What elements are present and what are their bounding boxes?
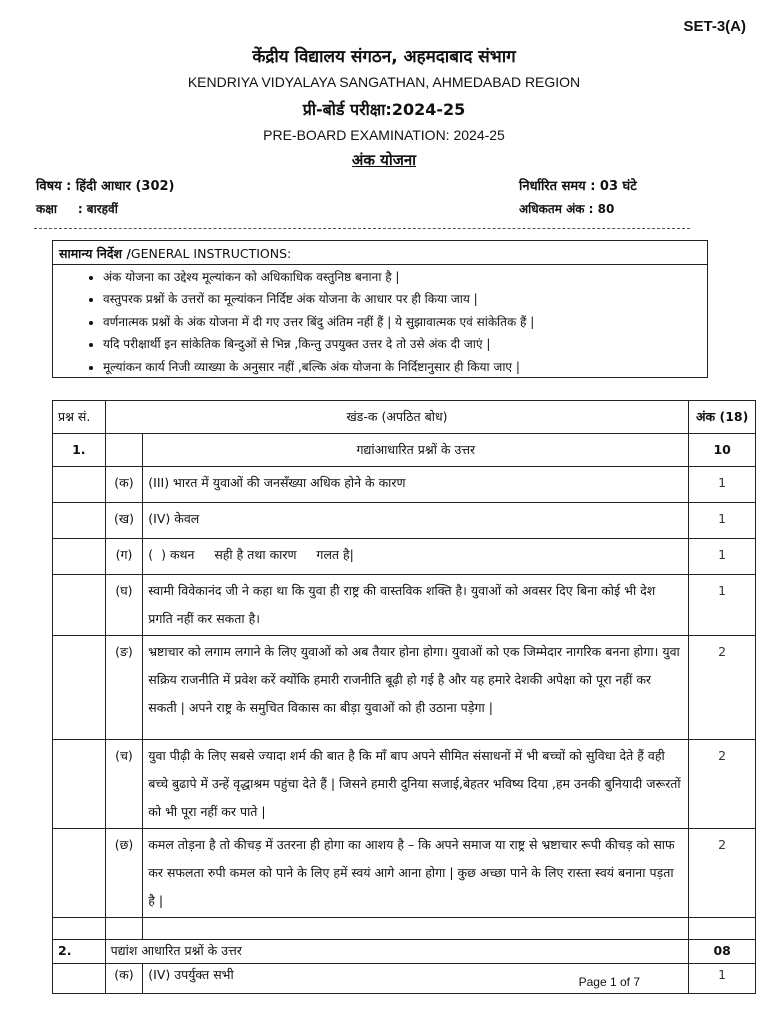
sub-question-label: (ग) <box>105 539 143 575</box>
question-number: 1. <box>53 434 106 467</box>
header-qno: प्रश्न सं. <box>53 401 106 434</box>
class-label: कक्षा : बारहवीं <box>36 202 118 216</box>
exam-title-english: PRE-BOARD EXAMINATION: 2024-25 <box>263 127 505 143</box>
max-marks-label: अधिकतम अंक : 80 <box>519 202 615 216</box>
marking-scheme-table <box>52 400 756 994</box>
answer-text: स्वामी विवेकानंद जी ने कहा था कि युवा ही राष्ट्र की वास्तविक शक्ति है। युवाओं को अवसर दिए बिना कोई भी देश प्रगति नहीं कर सकता है। <box>143 575 689 636</box>
table-row <box>53 539 756 575</box>
instructions-title <box>59 245 291 262</box>
table-row <box>53 467 756 503</box>
header-section: खंड-क (अपठित बोध) <box>105 401 689 434</box>
question-marks: 08 <box>689 940 756 964</box>
sub-question-label: (छ) <box>105 829 143 918</box>
question-marks: 10 <box>689 434 756 467</box>
question-row <box>53 434 756 467</box>
table-row <box>53 829 756 918</box>
instructions-list <box>53 266 534 378</box>
org-title-hindi: केंद्रीय विद्यालय संगठन, अहमदाबाद संभाग <box>252 47 516 67</box>
question-title: गद्यांआधारित प्रश्नों के उत्तर <box>143 434 689 467</box>
instruction-item: • यदि परीक्षार्थी इन सांकेतिक बिन्दुओं से भिन्न ,किन्तु उपयुक्त उत्तर दे तो उसे अंक दी जाएं | <box>103 333 534 355</box>
empty-row <box>53 918 756 940</box>
general-instructions-box <box>52 240 708 378</box>
question-row <box>53 940 756 964</box>
question-number: 2. <box>53 940 106 964</box>
answer-text: भ्रष्टाचार को लगाम लगाने के लिए युवाओं को अब तैयार होना होगा। युवाओं को एक जिम्मेदार नागरिक बनना होगा। युवा सक्रिय राजनीति में प्रवेश करें क्योंकि हमारी राजनीति बूढ़ी हो गई है और यह हमारे देशकी अपेक्षा को पूरा नहीं कर सकती | अपने राष्ट्र के समुचित विकास का बीड़ा युवाओं को ही उठाना पड़ेगा | <box>143 636 689 740</box>
org-title-english: KENDRIYA VIDYALAYA SANGATHAN, AHMEDABAD REGION <box>187 74 581 90</box>
instruction-item: • वस्तुपरक प्रश्नों के उत्तरों का मूल्यांकन निर्दिष्ट अंक योजना के आधार पर ही किया जाय | <box>103 288 534 310</box>
answer-marks: 1 <box>689 539 756 575</box>
table-row <box>53 740 756 829</box>
subject-label: विषय : हिंदी आधार (302) <box>36 179 175 194</box>
answer-marks: 2 <box>689 636 756 740</box>
page-number: Page 1 of 7 <box>578 975 640 989</box>
exam-title-hindi: प्री-बोर्ड परीक्षा:2024-25 <box>302 100 466 119</box>
sub-question-label: (घ) <box>105 575 143 636</box>
answer-marks: 1 <box>689 503 756 539</box>
table-header-row <box>53 401 756 434</box>
answer-marks: 1 <box>689 964 756 994</box>
answer-text: (IV) उपर्युक्त सभी <box>143 964 689 994</box>
answer-text: (IV) केवल <box>143 503 689 539</box>
instruction-item: • मूल्यांकन कार्य निजी व्याख्या के अनुसार नहीं ,बल्कि अंक योजना के निर्दिष्टानुसार ही किया जाए | <box>103 356 534 378</box>
answer-text: ( ) कथन सही है तथा कारण गलत है| <box>143 539 689 575</box>
instructions-divider <box>53 264 707 265</box>
table-row <box>53 636 756 740</box>
answer-text: युवा पीढ़ी के लिए सबसे ज्यादा शर्म की बात है कि माँ बाप अपने सीमित संसाधनों में भी बच्चों को सुविधा देते हैं वही बच्चे बुढापे में उन्हें वृद्धाश्रम पहुंचा देते हैं | जिसने हमारी दुनिया सजाई,बेहतर भविष्य दिया ,हम उनकी बुनियादी जरूरतों को भी पूरा नहीं कर पाते | <box>143 740 689 829</box>
answer-marks: 2 <box>689 740 756 829</box>
instructions-title-hindi: सामान्य निर्देश / <box>59 246 131 261</box>
table-row <box>53 575 756 636</box>
instructions-title-english: GENERAL INSTRUCTIONS: <box>130 246 292 261</box>
set-label: SET-3(A) <box>683 18 746 35</box>
sub-question-label: (क) <box>105 964 143 994</box>
answer-marks: 2 <box>689 829 756 918</box>
answer-marks: 1 <box>689 467 756 503</box>
answer-text: कमल तोड़ना है तो कीचड़ में उतरना ही होगा का आशय है – कि अपने समाज या राष्ट्र से भ्रष्टाचार रूपी कीचड़ को साफ कर सफलता रुपी कमल को पाने के लिए हमें स्वयं आगे आना होगा | कुछ अच्छा पाने के लिए रास्ता स्वयं बनाना पड़ता है | <box>143 829 689 918</box>
question-title: पद्यांश आधारित प्रश्नों के उत्तर <box>105 940 689 964</box>
answer-text: (III) भारत में युवाओं की जनसँख्या अधिक होने के कारण <box>143 467 689 503</box>
header-marks: अंक (18) <box>689 401 756 434</box>
instruction-item: • वर्णनात्मक प्रश्नों के अंक योजना में दी गए उत्तर बिंदु अंतिम नहीं हैं | ये सुझावात्मक एवं सांकेतिक हैं | <box>103 311 534 333</box>
table-row <box>53 964 756 994</box>
sub-question-label: (च) <box>105 740 143 829</box>
time-label: निर्धारित समय : 03 घंटे <box>519 179 637 194</box>
marking-scheme-title: अंक योजना <box>351 151 417 169</box>
table-row <box>53 503 756 539</box>
sub-question-label: (ख) <box>105 503 143 539</box>
sub-question-label: (क) <box>105 467 143 503</box>
sub-question-label: (ङ) <box>105 636 143 740</box>
instruction-item: • अंक योजना का उद्देश्य मूल्यांकन को अधिकाधिक वस्तुनिष्ठ बनाना है | <box>103 266 534 288</box>
answer-marks: 1 <box>689 575 756 636</box>
dashed-divider <box>34 228 690 229</box>
